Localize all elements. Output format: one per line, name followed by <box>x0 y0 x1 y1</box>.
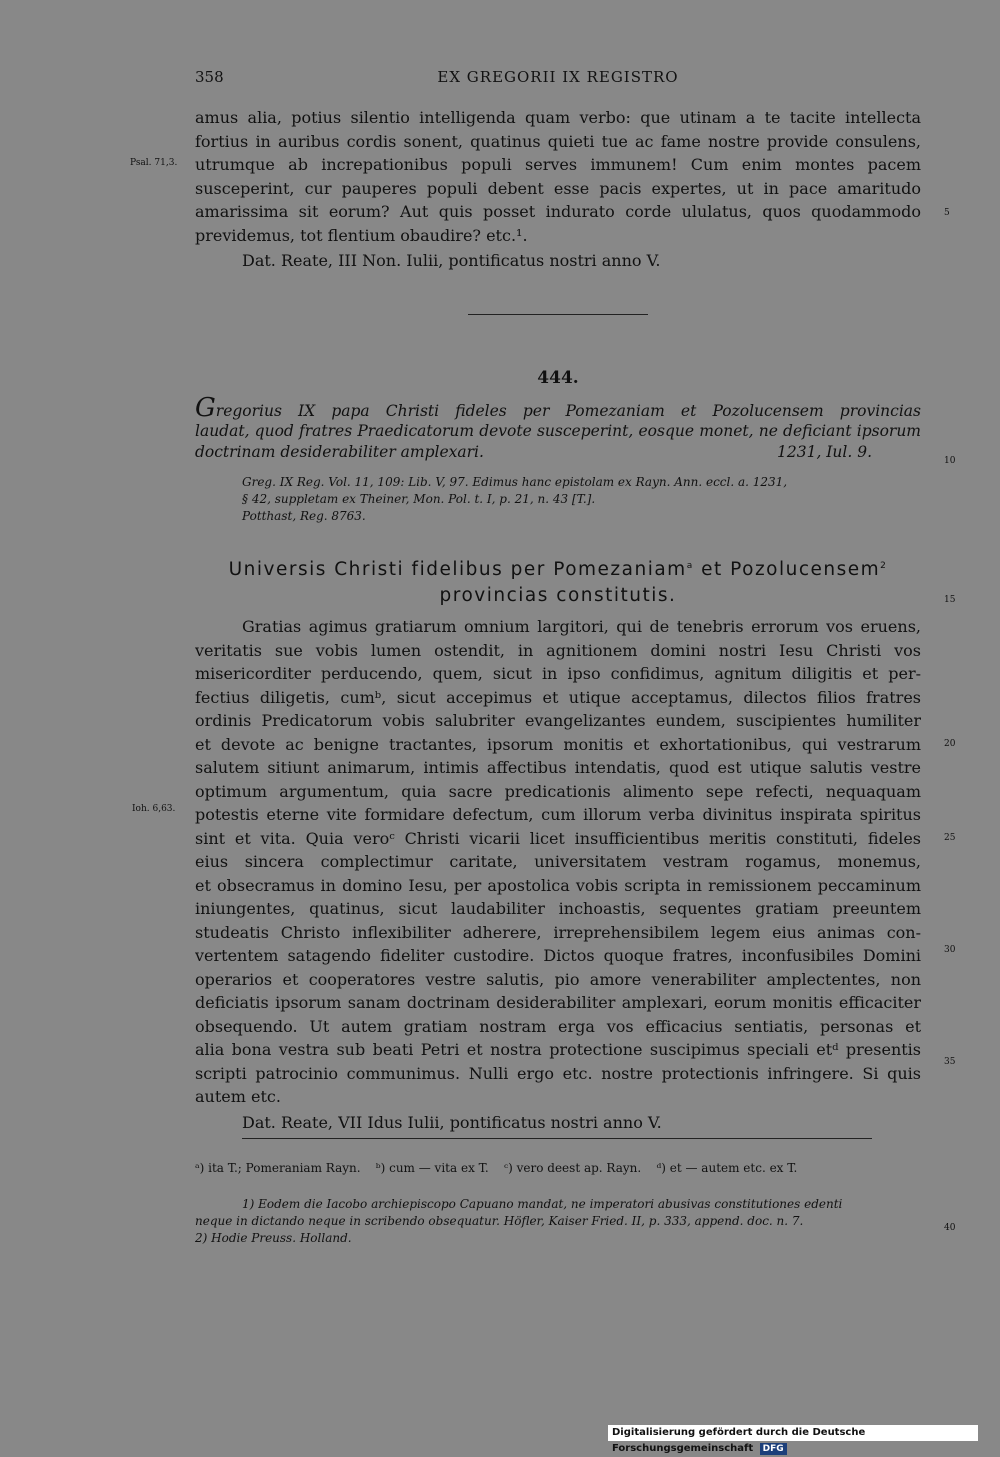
summary-line: laudat, quod fratres Praedicatorum devote susceperint, eosque monet, ne deficiant ipsorum <box>195 422 921 440</box>
line-number: 5 <box>944 208 950 218</box>
line-number: 40 <box>944 1223 956 1233</box>
source-line: Greg. IX Reg. Vol. 11, 109: Lib. V, 97. Edimus hanc epistolam ex Rayn. Ann. eccl. a. 1231, <box>242 475 788 489</box>
text-line: deficiatis ipsorum sanam doctrinam desiderabiliter amplexari, eorum monitis efficaciter <box>195 993 921 1012</box>
margin-reference: Psal. 71,3. <box>130 158 178 168</box>
line-number: 35 <box>944 1057 956 1067</box>
text-line: potestis eterne vite formidare defectum, cum illorum verba divinitus inspirata spiritus <box>195 805 921 824</box>
page-number: 358 <box>195 68 224 86</box>
critical-apparatus: ᵃ) ita T.; Pomeraniam Rayn. ᵇ) cum — vita ex T. ᶜ) vero deest ap. Rayn. ᵈ) et — autem etc. ex T. <box>195 1161 798 1175</box>
footnote-1b: neque in dictando neque in scribendo obsequatur. Höfler, Kaiser Fried. II, p. 333, append. doc. n. 7. <box>195 1214 804 1228</box>
line-number: 10 <box>944 456 956 466</box>
text-line: obsequendo. Ut autem gratiam nostram erga vos efficacius sentiatis, personas et <box>195 1016 921 1036</box>
line-number: 15 <box>944 595 956 605</box>
footnote-rule <box>242 1138 872 1139</box>
initial-letter: G <box>195 396 216 421</box>
separator-rule <box>468 314 648 315</box>
text-line: sint et vita. Quia veroᶜ Christi vicarii licet insufficientibus meritis constituti, fideles <box>195 828 921 848</box>
dfg-logo: DFG <box>760 1443 787 1455</box>
text-line: et obsecramus in domino Iesu, per apostolica vobis scripta in remissionem peccaminum <box>195 875 921 895</box>
footer-text: Digitalisierung gefördert durch die Deutsche Forschungsgemeinschaft <box>612 1427 866 1454</box>
text-line: eius sincera complectimur caritate, universitatem vestram rogamus, monemus, <box>195 852 921 871</box>
text-line: salutem sitiunt animarum, intimis affectibus intendatis, quod est utique salutis vestre <box>195 758 921 777</box>
text-line: studeatis Christo inflexibiliter adherere, irreprehensibilem legem eius animas con- <box>195 922 921 942</box>
footnotes <box>195 1196 921 1247</box>
text-line: ordinis Predicatorum vobis salubriter evangelizantes eundem, suscipientes humiliter <box>195 711 921 730</box>
text-line: fortius in auribus cordis sonent, quatinus quieti tue ac fame nostre provide consulens, <box>195 131 921 151</box>
letter-summary <box>195 396 921 463</box>
footnote-1a: 1) Eodem die Iacobo archiepiscopo Capuano mandat, ne imperatori abusivas constitutiones edenti <box>242 1197 843 1211</box>
source-references <box>242 474 921 525</box>
running-title: EX GREGORII IX REGISTRO <box>437 68 679 86</box>
text-line: misericorditer perducendo, quem, sicut in ipso confidimus, agnitum diligitis et per- <box>195 664 921 683</box>
line-number: 20 <box>944 739 956 749</box>
source-line: Potthast, Reg. 8763. <box>242 509 366 523</box>
top-paragraph <box>195 106 921 273</box>
dating-clause: Dat. Reate, VII Idus Iulii, pontificatus nostri anno V. <box>242 1112 662 1132</box>
text-line: alia bona vestra sub beati Petri et nostra protectione suscipimus speciali etᵈ presentis <box>195 1040 921 1059</box>
letter-date: 1231, Iul. 9. <box>777 443 873 461</box>
text-line: operarios et cooperatores vestre salutis, pio amore venerabiliter amplectentes, non <box>195 969 921 989</box>
text-line: veritatis sue vobis lumen ostendit, in agnitionem domini nostri Iesu Christi vos <box>195 640 921 660</box>
text-line: utrumque ab increpationibus populi serves immunem! Cum enim montes pacem <box>195 155 921 174</box>
text-line: Gratias agimus gratiarum omnium largitori, qui de tenebris errorum vos eruens, <box>242 617 921 636</box>
summary-line: doctrinam desiderabiliter amplexari. <box>195 443 484 461</box>
line-number: 30 <box>944 945 956 955</box>
text-line: iniungentes, quatinus, sicut laudabiliter inchoastis, sequentes gratiam preeuntem <box>195 899 921 918</box>
text-line: vertentem satagendo fideliter custodire. Dictos quoque fratres, inconfusibiles Domini <box>195 946 921 965</box>
letter-body <box>195 615 921 1134</box>
address: Universis Christi fidelibus per Pomezaniam$^a$ et Pozolucensem$^2$ provincias constitutis. <box>228 559 888 606</box>
footnote-2: 2) Hodie Preuss. Holland. <box>195 1231 352 1245</box>
margin-reference: Ioh. 6,63. <box>132 804 176 814</box>
dating-clause: Dat. Reate, III Non. Iulii, pontificatus nostri anno V. <box>242 251 661 270</box>
text-line: susceperint, cur pauperes populi debent esse pacis expertes, ut in pace amaritudo <box>195 178 921 198</box>
summary-line: regorius IX papa Christi fideles per Pomezaniam et Pozolucensem provincias <box>215 402 921 420</box>
text-line: scripti patrocinio communimus. Nulli ergo etc. nostre protectionis infringere. Si quis <box>195 1063 921 1083</box>
source-line: § 42, suppletam ex Theiner, Mon. Pol. t. I, p. 21, n. 43 [T.]. <box>242 492 596 506</box>
text-line: et devote ac benigne tractantes, ipsorum monitis et exhortationibus, qui vestrarum <box>195 734 921 754</box>
page-header <box>195 68 921 90</box>
text-line: fectius diligetis, cumᵇ, sicut accepimus et utique acceptamus, dilectos filios fratres <box>195 687 921 707</box>
text-line: amarissima sit eorum? Aut quis posset indurato corde ululatus, quos quodammodo <box>195 202 921 221</box>
dfg-banner <box>608 1425 978 1454</box>
text-line: previdemus, tot flentium obaudire? etc.¹. <box>195 225 528 245</box>
text-line: autem etc. <box>195 1087 281 1106</box>
line-number: 25 <box>944 833 956 843</box>
text-line: amus alia, potius silentio intelligenda quam verbo: que utinam a te tacite intellecta <box>195 108 921 127</box>
text-line: optimum argumentum, quia sacre predicationis alimento sepe refecti, nequaquam <box>195 781 921 801</box>
letter-number: 444. <box>537 368 579 388</box>
